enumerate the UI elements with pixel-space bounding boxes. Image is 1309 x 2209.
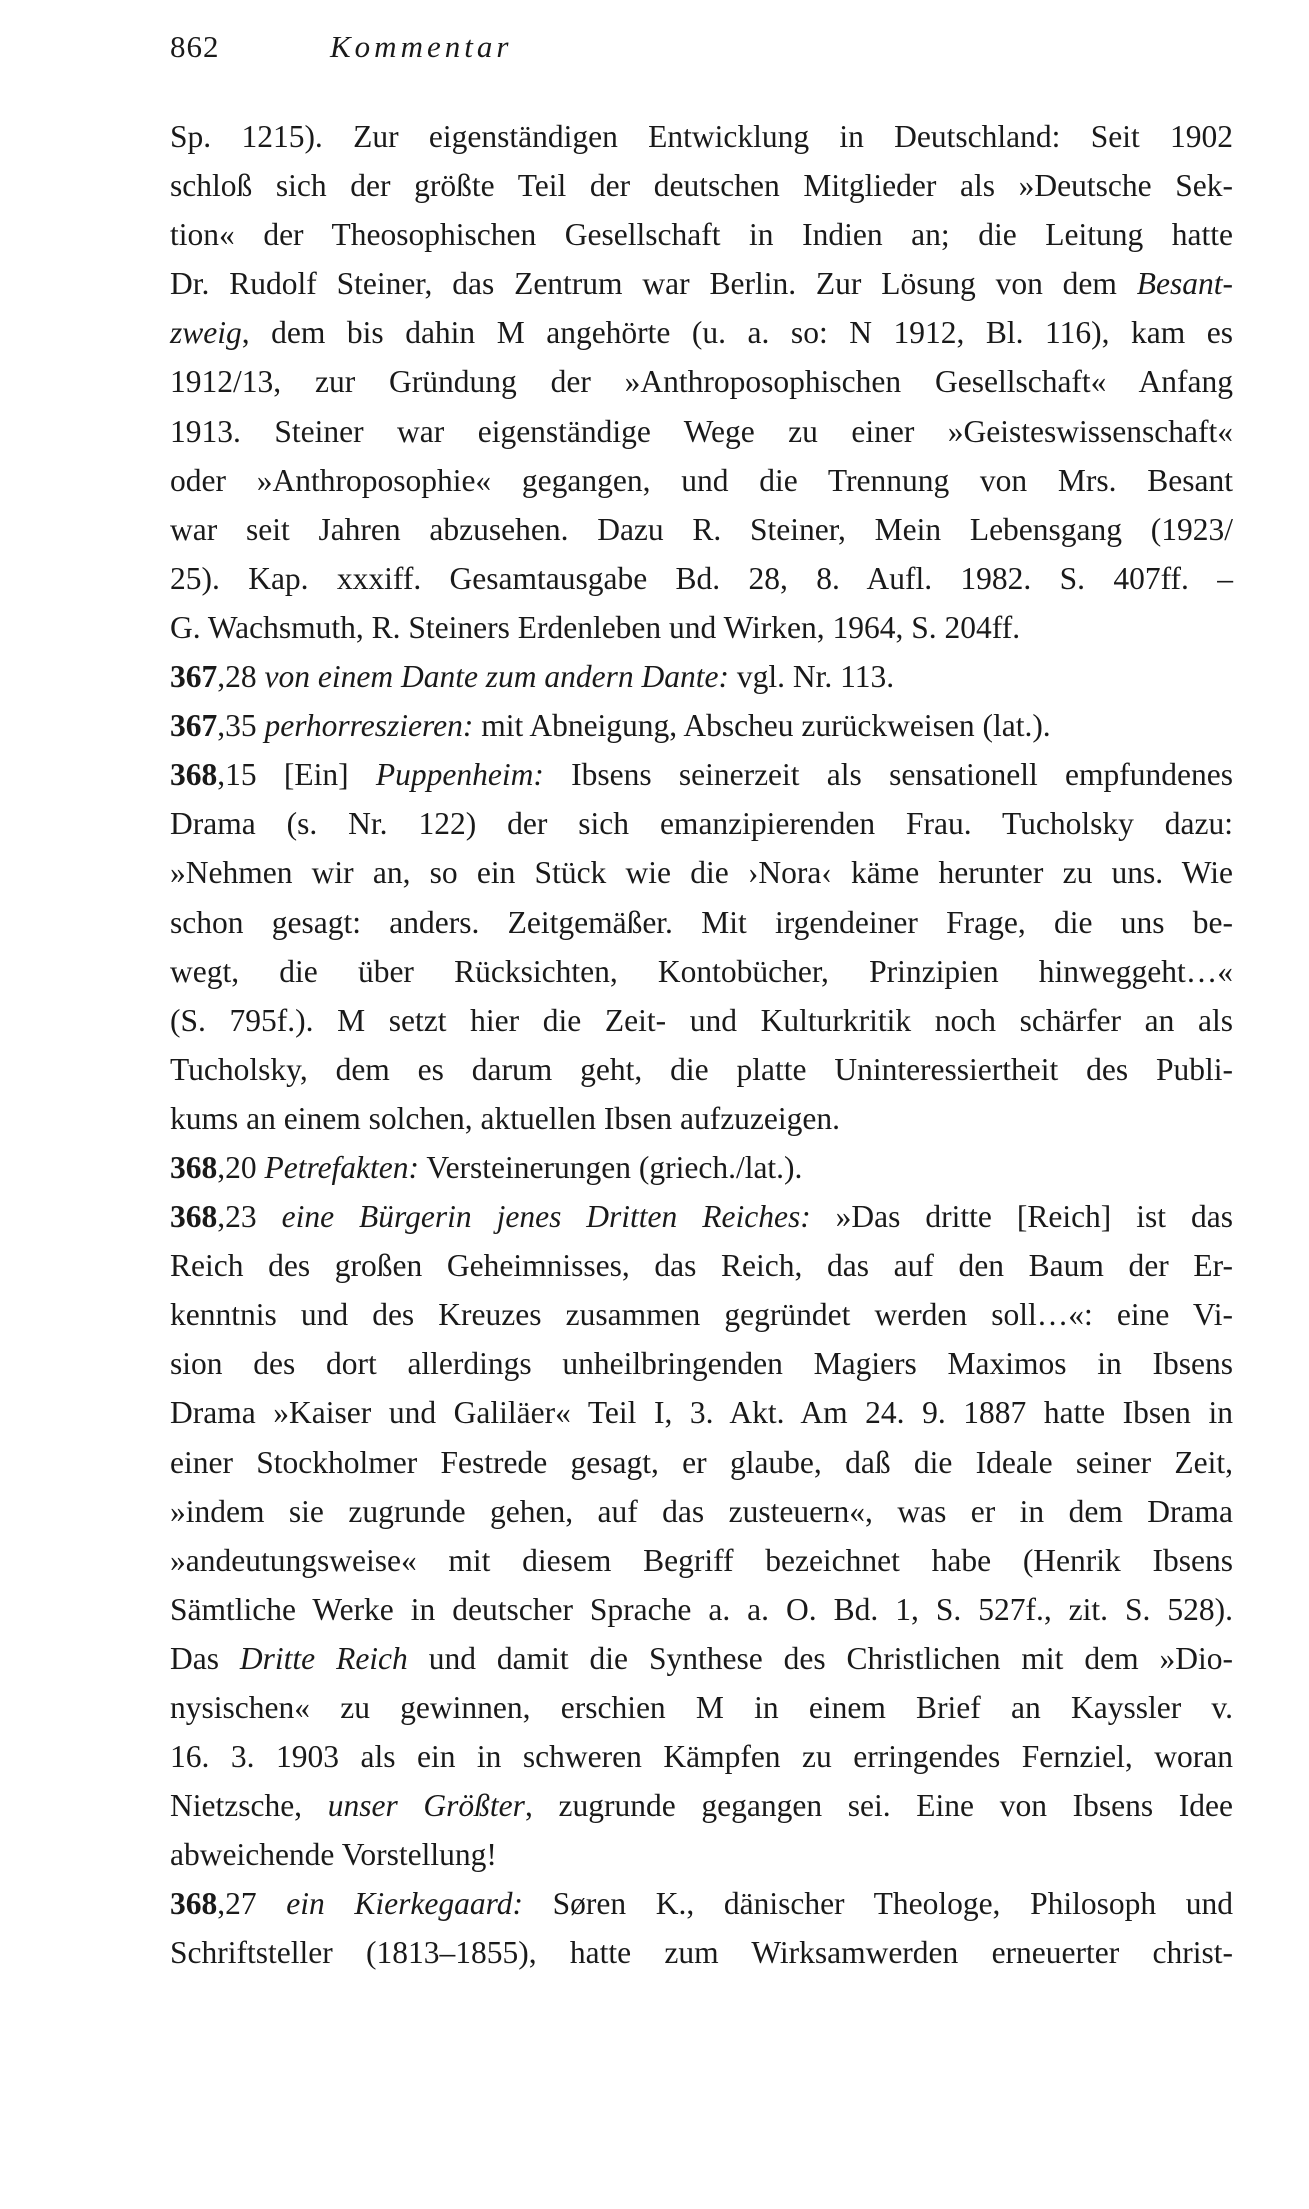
entry-page-ref: 367 [170, 659, 218, 695]
text-segment: , zugrunde gegangen sei. Eine von Ibsens Idee [524, 1788, 1234, 1824]
text-line [170, 701, 1233, 750]
text-line [170, 1290, 1233, 1339]
text-line [170, 456, 1233, 505]
text-segment: »indem sie zugrunde gehen, auf das zusteuern«, was er in dem Drama [170, 1493, 1233, 1529]
text-line [170, 259, 1233, 308]
text-line [170, 1438, 1233, 1487]
text-segment: »Nehmen wir an, so ein Stück wie die ›Nora‹ käme herunter zu uns. Wie [170, 855, 1233, 891]
text-segment: Drama »Kaiser und Galiläer« Teil I, 3. Akt. Am 24. 9. 1887 hatte Ibsen in [170, 1395, 1233, 1431]
text-segment: (S. 795f.). M setzt hier die Zeit- und Kulturkritik noch schärfer an als [170, 1002, 1233, 1038]
lemma-italic: Puppenheim: [375, 757, 544, 793]
text-segment: war seit Jahren abzusehen. Dazu R. Steiner, Mein Lebensgang (1923/ [170, 511, 1233, 547]
text-line [170, 407, 1233, 456]
text-segment: einer Stockholmer Festrede gesagt, er glaube, daß die Ideale seiner Zeit, [170, 1444, 1233, 1480]
text-line [170, 652, 1233, 701]
text-segment: ,23 [217, 1199, 282, 1235]
text-line [170, 505, 1233, 554]
text-line [170, 1536, 1233, 1585]
text-segment: Schriftsteller (1813–1855), hatte zum Wirksamwerden erneuerter christ- [170, 1935, 1233, 1971]
text-segment: Dr. Rudolf Steiner, das Zentrum war Berlin. Zur Lösung von dem [170, 266, 1137, 302]
text-segment: 16. 3. 1903 als ein in schweren Kämpfen zu erringendes Fernziel, woran [170, 1739, 1233, 1775]
text-segment: Tucholsky, dem es darum geht, die platte Uninteressiertheit des Publi- [170, 1051, 1233, 1087]
text-segment: 25). Kap. xxxiff. Gesamtausgabe Bd. 28, 8. Aufl. 1982. S. 407ff. – [170, 560, 1233, 596]
text-line [170, 1241, 1233, 1290]
text-line [170, 357, 1233, 406]
entry-page-ref: 367 [170, 708, 218, 744]
page-number: 862 [170, 29, 220, 64]
text-line [170, 799, 1233, 848]
lemma-italic: von einem Dante zum andern Dante: [264, 659, 730, 695]
lemma-italic: eine Bürgerin jenes Dritten Reiches: [281, 1199, 811, 1235]
entry-page-ref: 368 [170, 757, 218, 793]
text-line [170, 996, 1233, 1045]
text-line [170, 1388, 1233, 1437]
text-line [170, 1192, 1233, 1241]
text-segment: abweichende Vorstellung! [170, 1837, 497, 1873]
text-line [170, 1143, 1233, 1192]
lemma-italic: Besant- [1136, 266, 1233, 302]
text-segment: und damit die Synthese des Christlichen mit dem »Dio- [407, 1640, 1233, 1676]
lemma-italic: unser Größter [327, 1788, 525, 1824]
text-segment: kums an einem solchen, aktuellen Ibsen aufzuzeigen. [170, 1100, 841, 1136]
text-segment: , dem bis dahin M angehörte (u. a. so: N 1912, Bl. 116), kam es [241, 315, 1233, 351]
text-line [170, 1339, 1233, 1388]
text-segment: Das [170, 1640, 240, 1676]
text-line [170, 1045, 1233, 1094]
text-segment: Reich des großen Geheimnisses, das Reich, das auf den Baum der Er- [170, 1248, 1233, 1284]
text-segment: »andeutungsweise« mit diesem Begriff bezeichnet habe (Henrik Ibsens [170, 1542, 1233, 1578]
text-segment: Versteinerungen (griech./lat.). [419, 1149, 803, 1185]
text-segment: 1913. Steiner war eigenständige Wege zu einer »Geisteswissenschaft« [170, 413, 1233, 449]
text-line [170, 1683, 1233, 1732]
entry-page-ref: 368 [170, 1886, 218, 1922]
commentary-body [170, 112, 1233, 1978]
text-segment: Ibsens seinerzeit als sensationell empfundenes [543, 757, 1233, 793]
text-segment: kenntnis und des Kreuzes zusammen gegründet werden soll…«: eine Vi- [170, 1297, 1233, 1333]
text-segment: Nietzsche, [170, 1788, 328, 1824]
text-line [170, 112, 1233, 161]
text-segment: ,20 [217, 1149, 265, 1185]
text-line [170, 1879, 1233, 1928]
lemma-italic: Petrefakten: [264, 1149, 420, 1185]
text-line [170, 1830, 1233, 1879]
text-line [170, 848, 1233, 897]
text-line [170, 1928, 1233, 1977]
lemma-italic: zweig [170, 315, 242, 351]
text-segment: nysischen« zu gewinnen, erschien M in einem Brief an Kayssler v. [170, 1690, 1233, 1725]
text-line [170, 1732, 1233, 1781]
text-line [170, 1094, 1233, 1143]
section-title: Kommentar [330, 29, 513, 64]
text-segment: ,28 [217, 659, 265, 695]
text-line [170, 898, 1233, 947]
text-segment: ,27 [217, 1886, 287, 1922]
text-segment: ,35 [217, 708, 265, 744]
text-line [170, 1487, 1233, 1536]
text-segment: vgl. Nr. 113. [729, 659, 895, 695]
text-segment: Søren K., dänischer Theologe, Philosoph und [522, 1886, 1233, 1922]
text-line [170, 750, 1233, 799]
text-segment: oder »Anthroposophie« gegangen, und die Trennung von Mrs. Besant [170, 462, 1233, 498]
text-line [170, 161, 1233, 210]
text-line [170, 1634, 1233, 1683]
text-line [170, 554, 1233, 603]
text-segment: Sämtliche Werke in deutscher Sprache a. a. O. Bd. 1, S. 527f., zit. S. 528). [170, 1591, 1233, 1627]
entry-page-ref: 368 [170, 1199, 218, 1235]
text-line [170, 603, 1233, 652]
text-segment: G. Wachsmuth, R. Steiners Erdenleben und Wirken, 1964, S. 204ff. [170, 609, 1021, 645]
lemma-italic: perhorreszieren: [264, 708, 474, 744]
text-segment: 1912/13, zur Gründung der »Anthroposophischen Gesellschaft« Anfang [170, 364, 1233, 400]
text-line [170, 210, 1233, 259]
entry-page-ref: 368 [170, 1149, 218, 1185]
text-segment: schloß sich der größte Teil der deutschen Mitglieder als »Deutsche Sek- [170, 168, 1233, 204]
text-segment: mit Abneigung, Abscheu zurückweisen (lat.). [473, 708, 1051, 744]
text-segment: schon gesagt: anders. Zeitgemäßer. Mit irgendeiner Frage, die uns be- [170, 904, 1233, 940]
text-segment: ,15 [Ein] [217, 757, 376, 793]
text-segment: wegt, die über Rücksichten, Kontobücher, Prinzipien hinweggeht…« [170, 953, 1233, 989]
lemma-italic: Dritte Reich [239, 1640, 408, 1676]
text-segment: tion« der Theosophischen Gesellschaft in Indien an; die Leitung hatte [170, 217, 1233, 253]
text-segment: Sp. 1215). Zur eigenständigen Entwicklung in Deutschland: Seit 1902 [170, 119, 1233, 154]
text-line [170, 1781, 1233, 1830]
text-line [170, 308, 1233, 357]
lemma-italic: ein Kierkegaard: [286, 1886, 523, 1922]
text-segment: »Das dritte [Reich] ist das [810, 1199, 1234, 1235]
text-line [170, 1585, 1233, 1634]
text-segment: sion des dort allerdings unheilbringenden Magiers Maximos in Ibsens [170, 1346, 1233, 1382]
text-segment: Drama (s. Nr. 122) der sich emanzipierenden Frau. Tucholsky dazu: [170, 806, 1233, 842]
text-line [170, 947, 1233, 996]
